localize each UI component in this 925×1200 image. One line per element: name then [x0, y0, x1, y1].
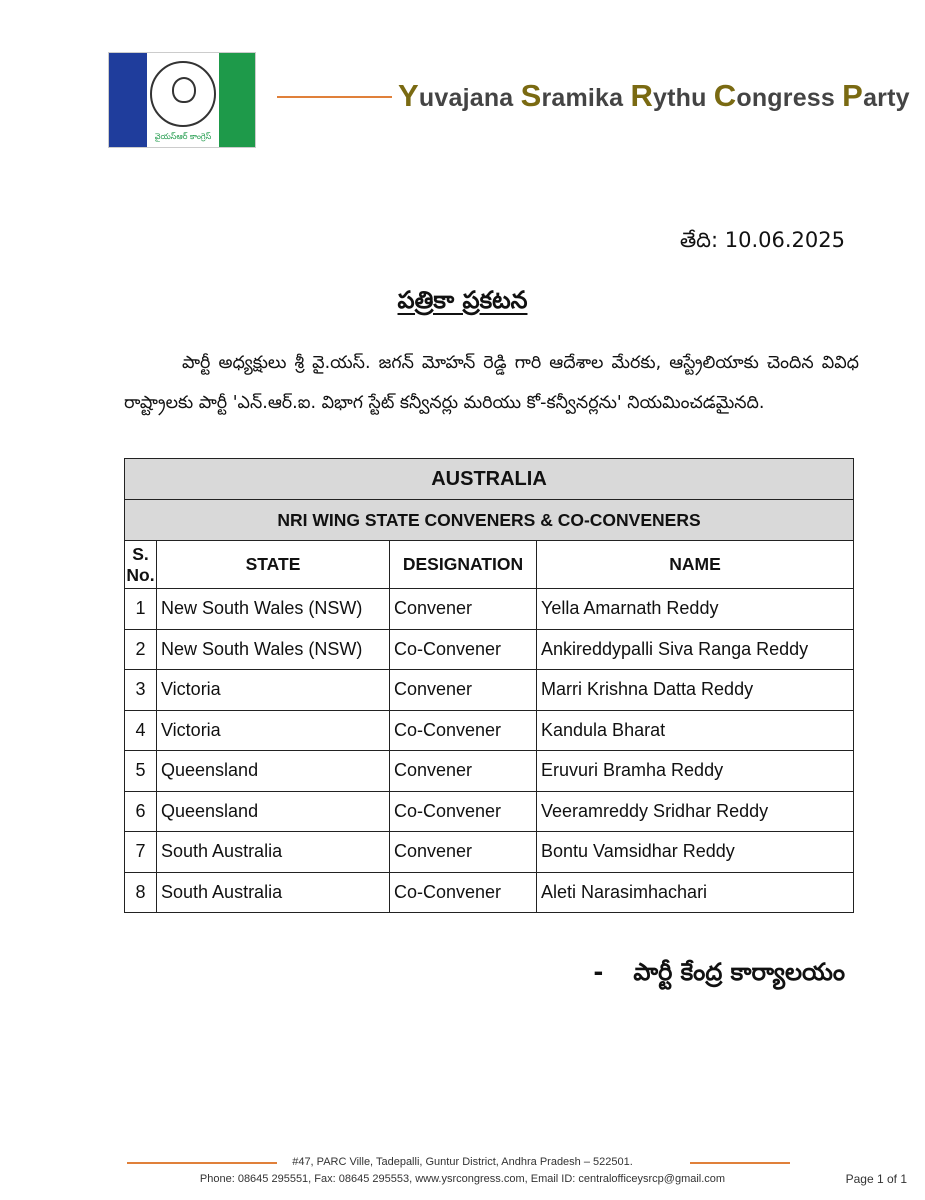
- cell-name: Yella Amarnath Reddy: [537, 589, 854, 630]
- party-word: Party: [842, 78, 910, 113]
- header-state: STATE: [157, 541, 390, 589]
- table-subtitle: NRI WING STATE CONVENERS & CO-CONVENERS: [125, 500, 854, 541]
- cell-state: Victoria: [157, 670, 390, 711]
- signature-dash: -: [593, 958, 604, 986]
- logo-green-band: [219, 53, 255, 147]
- table-row: [125, 832, 854, 873]
- cell-state: South Australia: [157, 872, 390, 913]
- cell-state: South Australia: [157, 832, 390, 873]
- cell-state: New South Wales (NSW): [157, 629, 390, 670]
- party-word: Yuvajana: [398, 78, 514, 113]
- cell-designation: Convener: [390, 670, 537, 711]
- signature: [593, 958, 845, 992]
- cell-sno: 5: [125, 751, 157, 792]
- cell-designation: Convener: [390, 589, 537, 630]
- logo-blue-band: [109, 53, 147, 147]
- table-title: AUSTRALIA: [125, 459, 854, 500]
- table-row: [125, 629, 854, 670]
- portrait-icon: [172, 77, 196, 103]
- announcement-paragraph: పార్టీ అధ్యక్షులు శ్రీ వై.యస్. జగన్ మోహన్ రెడ్డి గారి ఆదేశాల మేరకు, ఆస్ట్రేలియాకు చెందిన వివిధ రాష్ట్రాలకు పార్టీ 'ఎన్.ఆర్.ఐ. విభాగ స్టేట్ కన్వీనర్లు మరియు కో-కన్వీనర్లను' నియమించడమైనది.: [124, 353, 859, 413]
- document-date: తేది: 10.06.2025: [679, 228, 845, 252]
- table-row: [125, 710, 854, 751]
- signature-text: పార్టీ కేంద్ర కార్యాలయం: [633, 958, 845, 986]
- cell-state: New South Wales (NSW): [157, 589, 390, 630]
- cell-state: Queensland: [157, 751, 390, 792]
- table-row: [125, 751, 854, 792]
- party-logo: [108, 52, 256, 148]
- header-divider: [277, 96, 392, 98]
- cell-sno: 7: [125, 832, 157, 873]
- logo-caption: వైయస్ఆర్ కాంగ్రెస్: [154, 132, 212, 141]
- cell-designation: Co-Convener: [390, 791, 537, 832]
- page-number: Page 1 of 1: [845, 1172, 907, 1186]
- footer-address: #47, PARC Ville, Tadepalli, Guntur District, Andhra Pradesh – 522501.: [292, 1156, 633, 1168]
- cell-state: Queensland: [157, 791, 390, 832]
- logo-white-band: [147, 53, 219, 147]
- cell-name: Kandula Bharat: [537, 710, 854, 751]
- table-row: [125, 791, 854, 832]
- table-row: [125, 670, 854, 711]
- logo-emblem-icon: [150, 61, 216, 127]
- header-designation: DESIGNATION: [390, 541, 537, 589]
- cell-sno: 3: [125, 670, 157, 711]
- cell-designation: Co-Convener: [390, 629, 537, 670]
- cell-sno: 8: [125, 872, 157, 913]
- cell-name: Eruvuri Bramha Reddy: [537, 751, 854, 792]
- table-row: [125, 872, 854, 913]
- cell-state: Victoria: [157, 710, 390, 751]
- header-name: NAME: [537, 541, 854, 589]
- party-name: [398, 78, 910, 114]
- cell-sno: 4: [125, 710, 157, 751]
- press-release-heading: పత్రికా ప్రకటన: [397, 286, 528, 314]
- party-word: Sramika: [520, 78, 624, 113]
- cell-name: Aleti Narasimhachari: [537, 872, 854, 913]
- header-sno: S. No.: [125, 541, 157, 589]
- cell-designation: Convener: [390, 832, 537, 873]
- cell-name: Marri Krishna Datta Reddy: [537, 670, 854, 711]
- party-word: Congress: [713, 78, 836, 113]
- cell-sno: 6: [125, 791, 157, 832]
- footer-contact: Phone: 08645 295551, Fax: 08645 295553, www.ysrcongress.com, Email ID: centralofficeysrcp@gmail.com: [199, 1173, 726, 1185]
- cell-name: Ankireddypalli Siva Ranga Reddy: [537, 629, 854, 670]
- table-header-row: [125, 541, 854, 589]
- cell-designation: Co-Convener: [390, 872, 537, 913]
- cell-designation: Co-Convener: [390, 710, 537, 751]
- conveners-table: [124, 458, 854, 913]
- cell-sno: 2: [125, 629, 157, 670]
- cell-designation: Convener: [390, 751, 537, 792]
- party-word: Rythu: [630, 78, 707, 113]
- table-row: [125, 589, 854, 630]
- cell-name: Bontu Vamsidhar Reddy: [537, 832, 854, 873]
- cell-name: Veeramreddy Sridhar Reddy: [537, 791, 854, 832]
- cell-sno: 1: [125, 589, 157, 630]
